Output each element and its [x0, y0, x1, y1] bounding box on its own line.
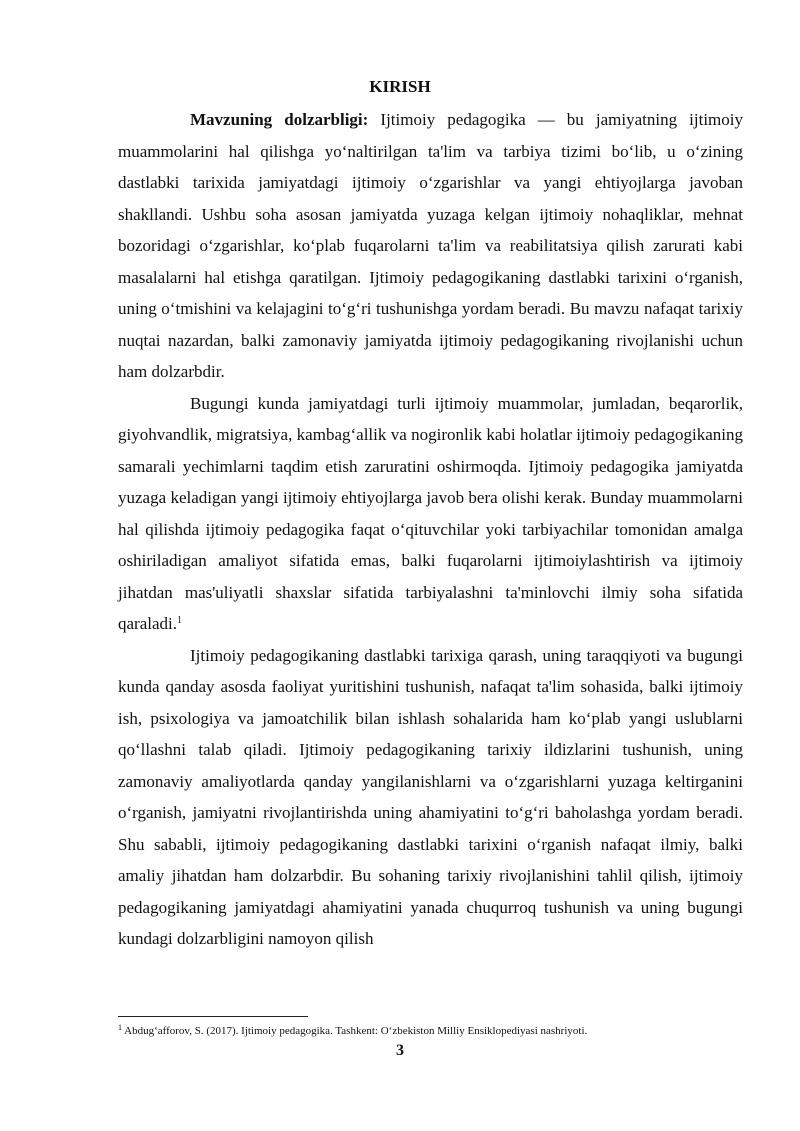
- paragraph-text: Ijtimoiy pedagogika — bu jamiyatning ijtimoiy muammolarini hal qilishga yoʻnaltirilgan ta'lim va tarbiya tizimi boʻlib, u oʻzining dastlabki tarixida jamiyatdagi ijtimoiy oʻzgarishlar va yangi ehtiyojlarga javoban shakllandi. Ushbu soha asosan jamiyatda yuzaga kelgan ijtimoiy nohaqliklar, mehnat bozoridagi oʻzgarishlar, koʻplab fuqarolarni ta'lim va reabilitatsiya qilish zarurati kabi masalalarni hal etishga qaratilgan. Ijtimoiy pedagogikaning dastlabki tarixini oʻrganish, uning oʻtmishini va kelajagini toʻgʻri tushunishga yordam beradi. Bu mavzu nafaqat tarixiy nuqtai nazardan, balki zamonaviy jamiyatda ijtimoiy pedagogikaning rivojlanishi uchun ham dolzarbdir.: [118, 110, 744, 381]
- paragraph-text: Bugungi kunda jamiyatdagi turli ijtimoiy muammolar, jumladan, beqarorlik, giyohvandlik, migratsiya, kambagʻallik va nogironlik kabi holatlar ijtimoiy pedagogikaning samarali yechimlarni taqdim etish zaruratini oshirmoqda. Ijtimoiy pedagogika jamiyatda yuzaga keladigan yangi ijtimoiy ehtiyojlarga javob bera olishi kerak. Bunday muammolarni hal qilishda ijtimoiy pedagogika faqat oʻqituvchilar yoki tarbiyachilar tomonidan amalga oshiriladigan amaliyot sifatida emas, balki fuqarolarni ijtimoiylashtirish va ijtimoiy jihatdan mas'uliyatli shaxslar sifatida tarbiyalashni ta'minlovchi ilmiy soha sifatida qaraladi.: [118, 393, 743, 633]
- footnote: [118, 1024, 758, 1039]
- paragraph-lead: Mavzuning dolzarbligi:: [190, 110, 369, 129]
- paragraph-history: [118, 640, 743, 955]
- paragraph-relevance: [118, 104, 743, 388]
- paragraph-text: Ijtimoiy pedagogikaning dastlabki tarixiga qarash, uning taraqqiyoti va bugungi kunda qanday asosda faoliyat yuritishini tushunish, nafaqat ta'lim sohasida, balki ijtimoiy ish, psixologiya va jamoatchilik bilan ishlash sohalarida ham koʻplab yangi uslublarni qoʻllashni talab qiladi. Ijtimoiy pedagogikaning tarixiy ildizlarini tushunish, uning zamonaviy amaliyotlarda qanday yangilanishlarni va oʻzgarishlarni yuzaga keltirganini oʻrganish, jamiyatni rivojlantirishda uning ahamiyatini toʻgʻri baholashga yordam beradi. Shu sababli, ijtimoiy pedagogikaning dastlabki tarixini oʻrganish nafaqat ilmiy, balki amaliy jihatdan ham dolzarbdir. Bu sohaning tarixiy rivojlanishini tahlil qilish, ijtimoiy pedagogikaning jamiyatdagi ahamiyatini yanada chuqurroq tushunish va uning bugungi kundagi dolzarbligini namoyon qilish: [118, 645, 743, 948]
- page-number: 3: [396, 1042, 404, 1059]
- section-heading: KIRISH: [369, 77, 431, 96]
- footnote-text: Abdugʻafforov, S. (2017). Ijtimoiy pedagogika. Tashkent: Oʻzbekiston Milliy Ensiklopediyasi nashriyoti.: [122, 1025, 588, 1037]
- body-text: [118, 104, 743, 955]
- footnote-reference[interactable]: 1: [177, 615, 182, 626]
- paragraph-problems: [118, 388, 743, 640]
- footnote-separator: [118, 1016, 308, 1017]
- footnote-mark: 1: [118, 1023, 122, 1032]
